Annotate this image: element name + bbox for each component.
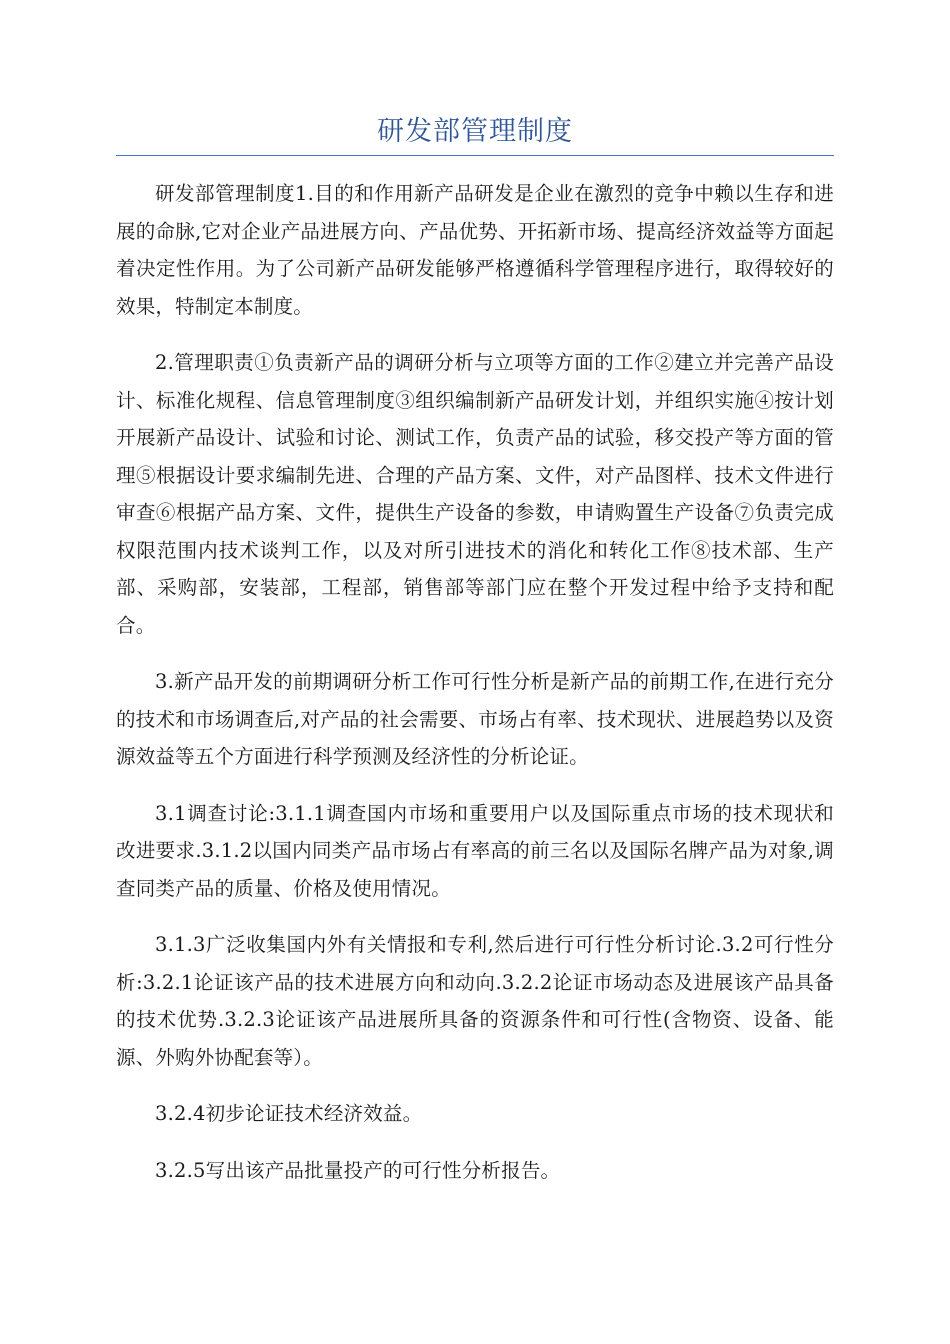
paragraph-feasibility: 3.1.3广泛收集国内外有关情报和专利,然后进行可行性分析讨论.3.2可行性分析:3.2.1论证该产品的技术进展方向和动向.3.2.2论证市场动态及进展该产品具备的技术优势.3.2.3论证该产品进展所具备的资源条件和可行性(含物资、设备、能源、外购外协配套等）。 (116, 933, 834, 1069)
document-title: 研发部管理制度 (377, 116, 573, 147)
paragraph-feasibility-report: 3.2.5写出该产品批量投产的可行性分析报告。 (155, 1158, 561, 1182)
title-divider (116, 155, 834, 156)
document-body (116, 175, 834, 1208)
paragraph-responsibilities: 2.管理职责①负责新产品的调研分析与立项等方面的工作②建立并完善产品设计、标准化规程、信息管理制度③组织编制新产品研发计划，并组织实施④按计划开展新产品设计、试验和讨论、测试工作，负责产品的试验，移交投产等方面的管理⑤根据设计要求编制先进、合理的产品方案、文件，对产品图样、技术文件进行审查⑥根据产品方案、文件，提供生产设备的参数，申请购置生产设备⑦负责完成权限范围内技术谈判工作，以及对所引进技术的消化和转化工作⑧技术部、生产部、采购部，安装部，工程部，销售部等部门应在整个开发过程中给予支持和配合。 (116, 351, 834, 637)
paragraph-purpose: 研发部管理制度1.目的和作用新产品研发是企业在激烈的竞争中赖以生存和进展的命脉,它对企业产品进展方向、产品优势、开拓新市场、提高经济效益等方面起着决定性作用。为了公司新产品研发能够严格遵循科学管理程序进行，取得较好的效果，特制定本制度。 (116, 182, 834, 318)
paragraph-preliminary-research: 3.新产品开发的前期调研分析工作可行性分析是新产品的前期工作,在进行充分的技术和市场调查后,对产品的社会需要、市场占有率、技术现状、进展趋势以及资源效益等五个方面进行科学预测及经济性的分析论证。 (116, 670, 834, 768)
paragraph-economic-benefit: 3.2.4初步论证技术经济效益。 (155, 1102, 423, 1125)
paragraph-investigation: 3.1调查讨论:3.1.1调查国内市场和重要用户以及国际重点市场的技术现状和改进要求.3.1.2以国内同类产品市场占有率高的前三名以及国际名牌产品为对象,调查同类产品的质量、价格及使用情况。 (116, 801, 834, 900)
